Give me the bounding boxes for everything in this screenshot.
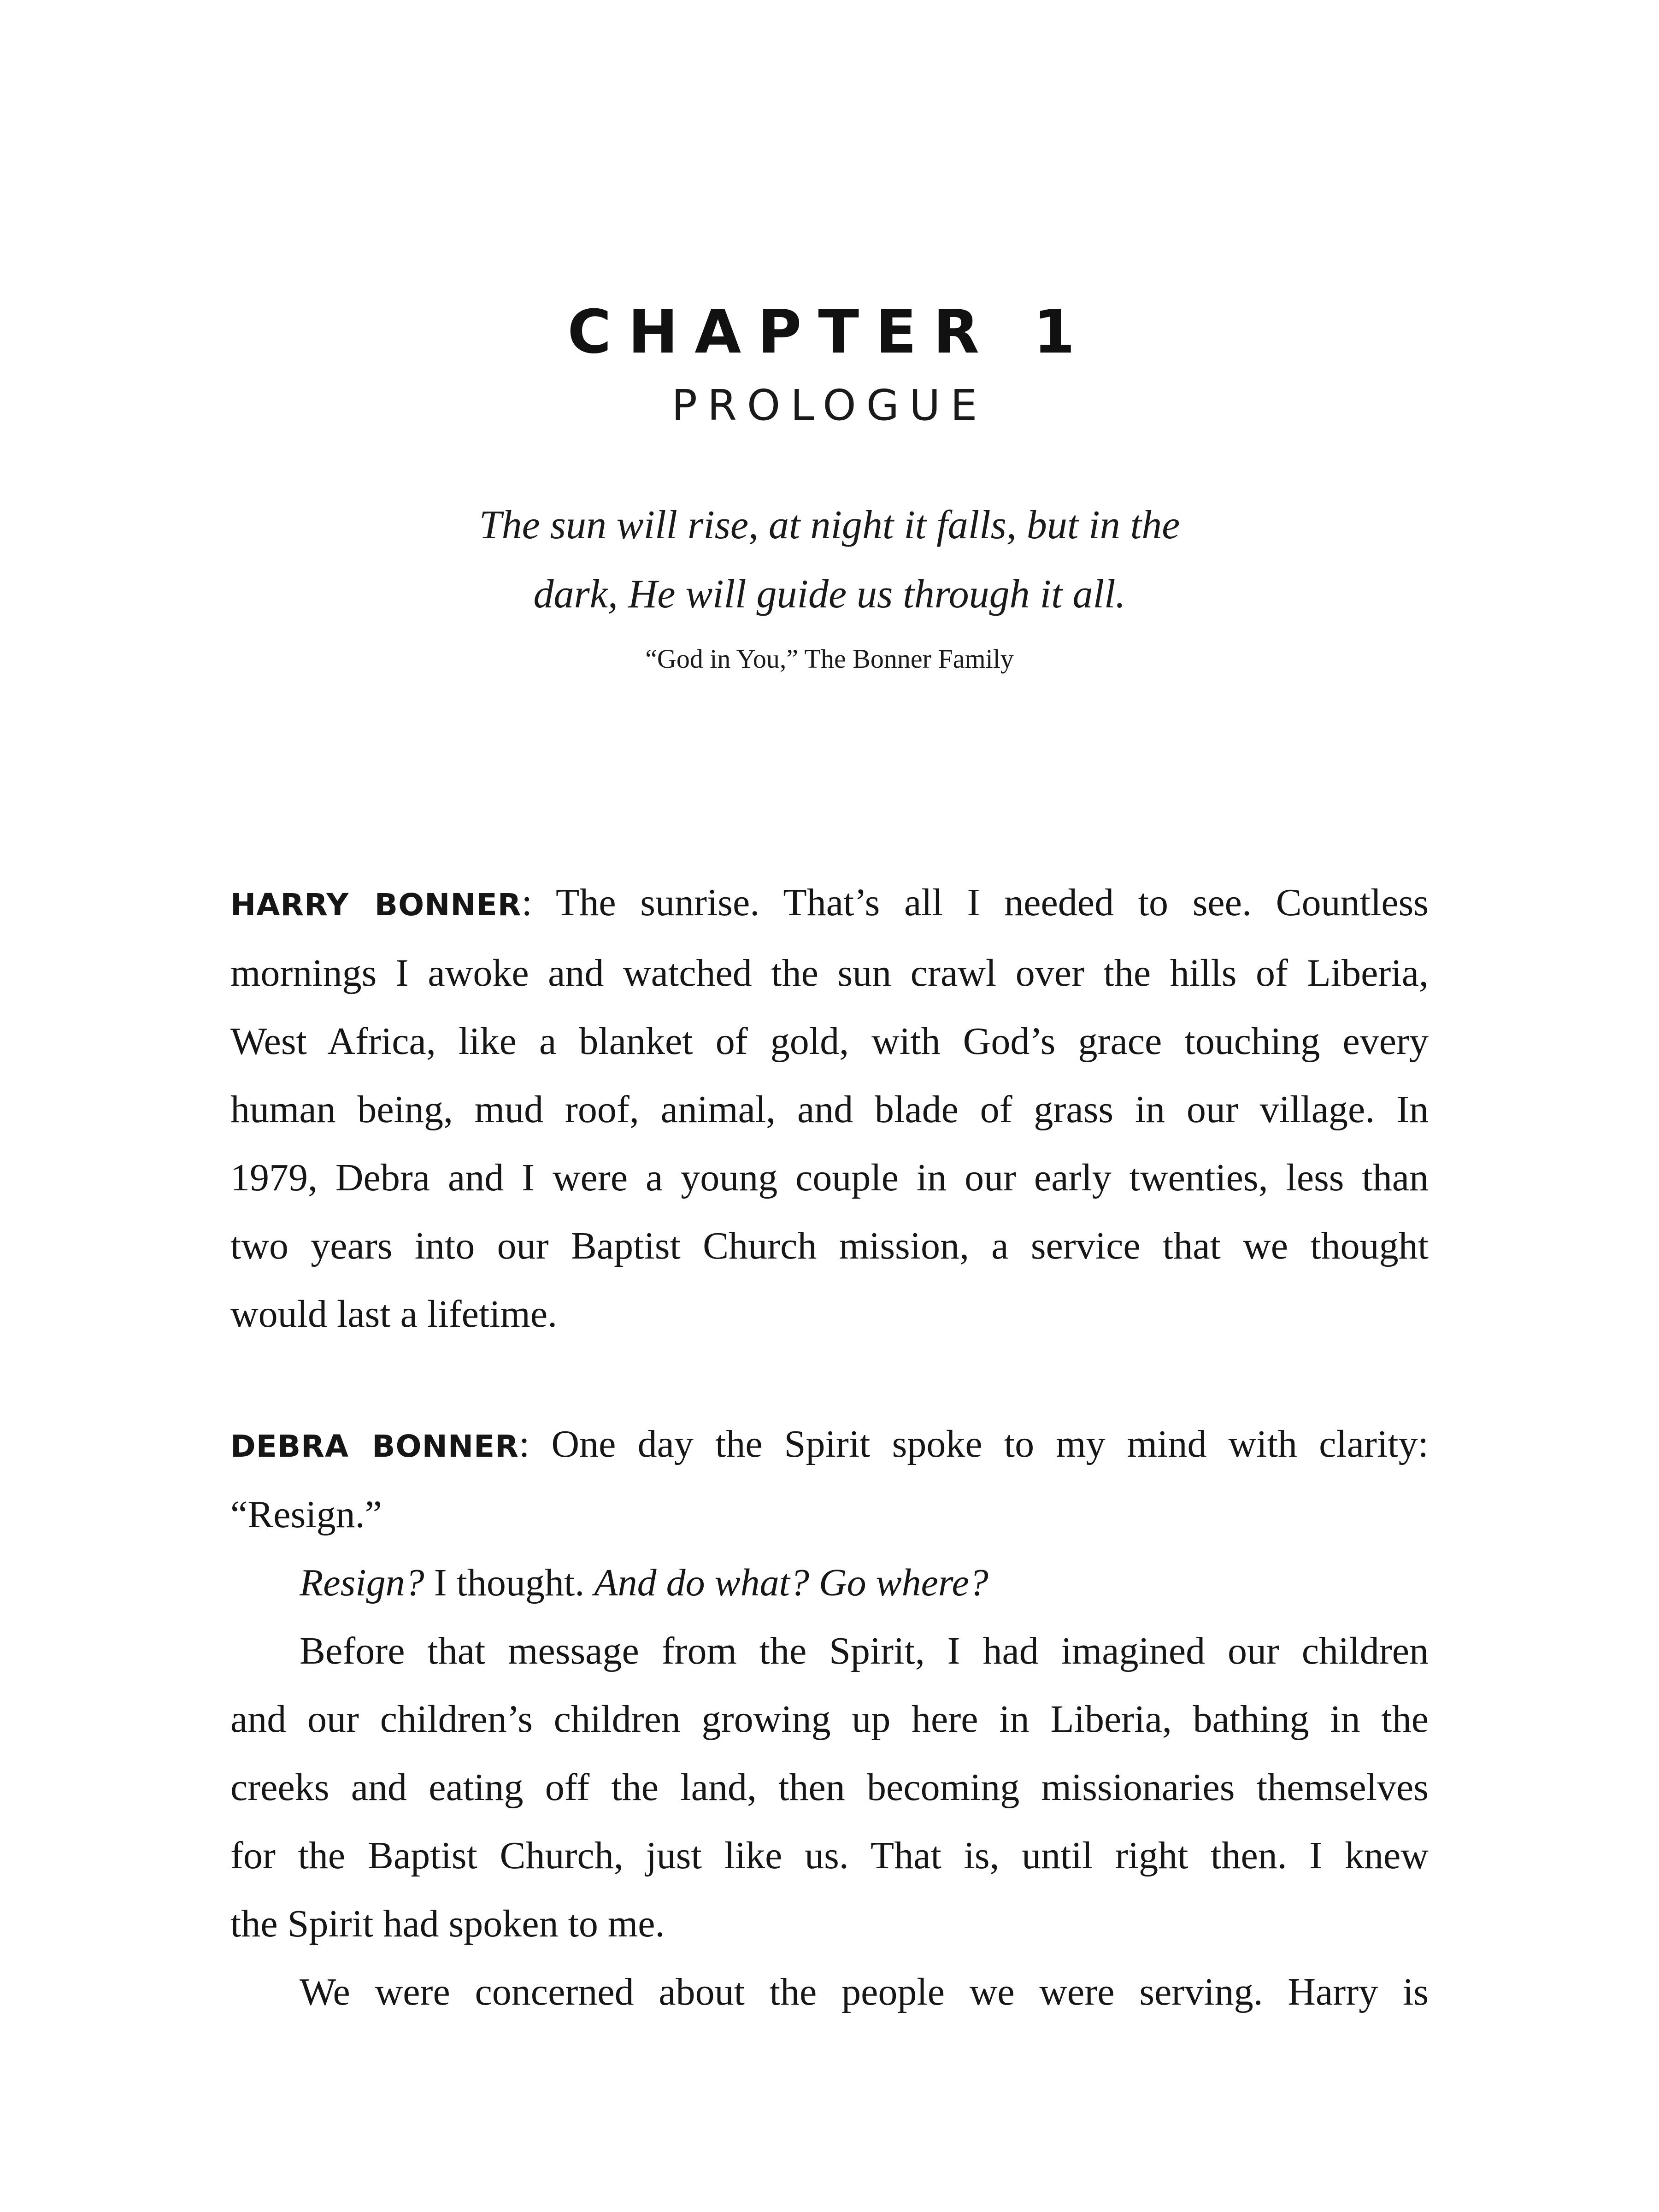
paragraph-text: : One day the Spirit spoke to my mind with clarity:	[519, 1423, 1429, 1465]
paragraph-line: 1979, Debra and I were a young couple in our early twenties, less than	[230, 1156, 1429, 1199]
chapter-title: PROLOGUE	[671, 381, 988, 430]
paragraph-line: Before that message from the Spirit, I had imagined our children	[300, 1630, 1429, 1672]
thought-resign: Resign?	[300, 1561, 424, 1604]
speaker-name: DEBRA BONNER	[230, 1429, 519, 1464]
thought-text: I thought.	[424, 1561, 594, 1604]
paragraph-line: the Spirit had spoken to me.	[230, 1902, 665, 1945]
paragraph-line: We were concerned about the people we were serving. Harry is	[300, 1971, 1429, 2013]
paragraph-line: for the Baptist Church, just like us. That is, until right then. I knew	[230, 1834, 1429, 1877]
paragraph-text: : The sunrise. That’s all I needed to see. Countless	[521, 881, 1429, 924]
thought-question: And do what? Go where?	[594, 1561, 988, 1604]
thought-line	[230, 1549, 1429, 1617]
epigraph-attribution: “God in You,” The Bonner Family	[645, 644, 1014, 674]
epigraph-line: The sun will rise, at night it falls, but in the	[479, 503, 1180, 547]
paragraph-line: West Africa, like a blanket of gold, with God’s grace touching every	[230, 1020, 1429, 1063]
paragraph-line	[230, 869, 1429, 939]
paragraph-line: mornings I awoke and watched the sun crawl over the hills of Liberia,	[230, 952, 1429, 994]
paragraph-harry	[230, 869, 1429, 1348]
paragraph-line: creeks and eating off the land, then becoming missionaries themselves	[230, 1766, 1429, 1809]
paragraph-debra	[230, 1410, 1429, 2026]
paragraph-line: human being, mud roof, animal, and blade of grass in our village. In	[230, 1088, 1429, 1131]
paragraph-line: would last a lifetime.	[230, 1293, 558, 1335]
chapter-number: CHAPTER 1	[567, 297, 1092, 367]
epigraph-line: dark, He will guide us through it all.	[533, 572, 1126, 617]
paragraph-line: and our children’s children growing up here in Liberia, bathing in the	[230, 1698, 1429, 1741]
paragraph-line: two years into our Baptist Church mission, a service that we thought	[230, 1224, 1429, 1267]
paragraph-line	[230, 1410, 1429, 1481]
speaker-name: HARRY BONNER	[230, 887, 522, 923]
epigraph	[415, 491, 1244, 629]
paragraph-line: “Resign.”	[230, 1493, 382, 1536]
